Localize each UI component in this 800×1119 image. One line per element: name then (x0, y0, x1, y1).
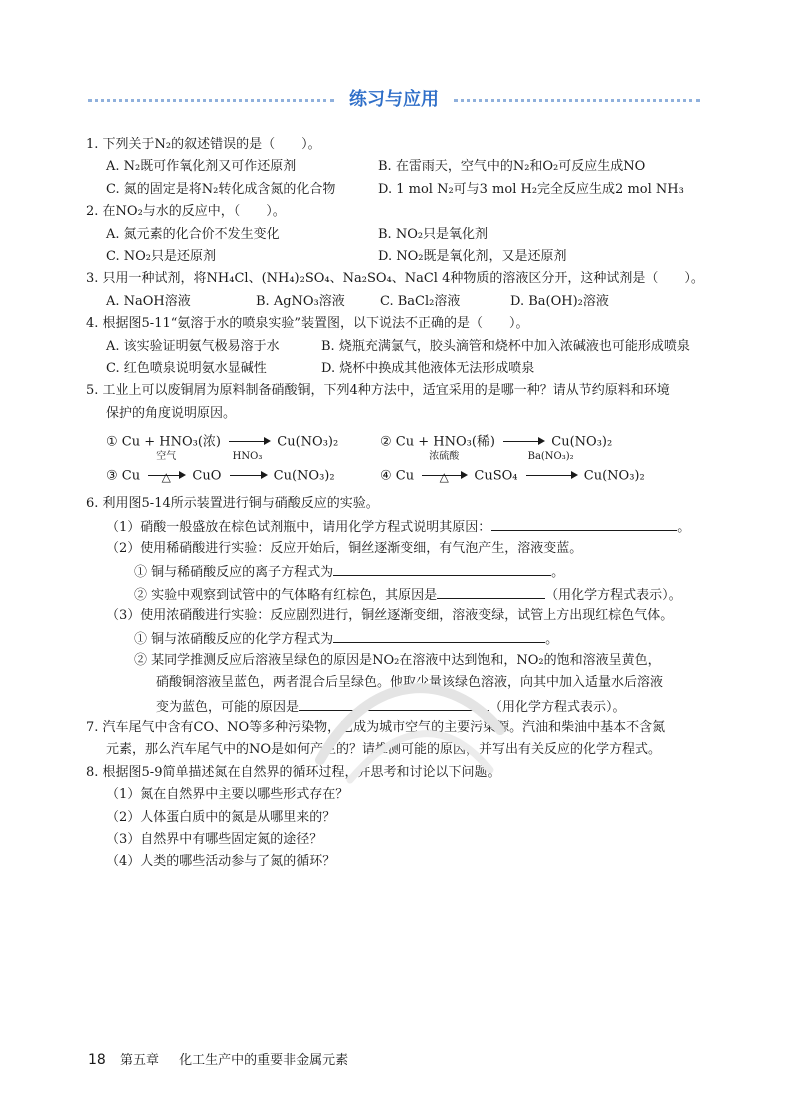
method4-start: ④ Cu (380, 468, 415, 484)
q6-part2-b-end: （用化学方程式表示）。 (545, 587, 682, 603)
method1-product: Cu(NO₃)₂ (277, 434, 339, 450)
q6-part1-text: （1）硝酸一般盛放在棕色试剂瓶中，请用化学方程式说明其原因： (106, 520, 492, 536)
q6-part3-b-line3 (86, 695, 706, 717)
q6-part3-a-text: ① 铜与浓硝酸反应的化学方程式为 (134, 632, 334, 648)
method3-arrow2-reagent: HNO₃ (232, 451, 263, 463)
q6-part3-a-end: 。 (545, 632, 559, 648)
q3-option-c: C. BaCl₂溶液 (380, 293, 461, 309)
q1-option-b: B. 在雷雨天，空气中的N₂和O₂可反应生成NO (378, 159, 646, 175)
method4-arrow1-condition: 浓硫酸 (429, 451, 460, 463)
q8-part1: （1）氮在自然界中主要以哪些形式存在？ (106, 787, 349, 803)
q5-method-2 (380, 431, 612, 454)
q4-stem: 4. 根据图5-11“氨溶于水的喷泉实验”装置图，以下说法不正确的是（ ）。 (86, 316, 529, 332)
q2-option-c: C. NO₂只是还原剂 (106, 248, 216, 264)
q6-part1-end: 。 (677, 520, 691, 536)
q1-stem: 1. 下列关于N₂的叙述错误的是（ ）。 (86, 137, 321, 152)
chapter-title: 化工生产中的重要非金属元素 (179, 1053, 349, 1068)
method3-mid: CuO (192, 468, 222, 484)
q6-part3-b-line2: 硝酸铜溶液呈蓝色，两者混合后呈绿色。他取少量该绿色溶液，向其中加入适量水后溶液 (156, 675, 664, 691)
q4-option-a: A. 该实验证明氨气极易溶于水 (106, 338, 280, 354)
reaction-arrow-icon (230, 451, 266, 487)
q5-stem-line2: 保护的角度说明原因。 (106, 405, 237, 421)
q5-methods-row2 (86, 451, 706, 493)
q3-option-a: A. NaOH溶液 (106, 293, 191, 309)
q6-part3: （3）使用浓硝酸进行实验：反应剧烈进行，铜丝逐渐变细，溶液变绿，试管上方出现红棕色气体。 (106, 608, 674, 624)
chapter-label: 第五章 (119, 1053, 159, 1068)
answer-blank[interactable] (333, 560, 551, 576)
q8-part3: （3）自然界中有哪些固定氮的途径？ (106, 831, 323, 847)
q8-stem: 8. 根据图5-9简单描述氮在自然界的循环过程，并思考和讨论以下问题。 (86, 764, 501, 780)
q6-part3-b-text: 变为蓝色，可能的原因是 (156, 699, 300, 715)
q6-part3-b-line1: ② 某同学推测反应后溶液呈绿色的原因是NO₂在溶液中达到饱和，NO₂的饱和溶液呈黄色， (134, 652, 661, 668)
q6-stem: 6. 利用图5-14所示装置进行铜与硝酸反应的实验。 (86, 496, 379, 512)
method4-arrow2-reagent: Ba(NO₃)₂ (527, 451, 574, 463)
q6-part2-a (86, 560, 706, 582)
reaction-arrow-icon (503, 431, 543, 453)
q1-option-d: D. 1 mol N₂可与3 mol H₂完全反应生成2 mol NH₃ (378, 181, 684, 197)
method2-reactants: ② Cu + HNO₃(稀) (380, 434, 495, 450)
method1-reactants: ① Cu + HNO₃(浓) (106, 434, 221, 450)
method3-start: ③ Cu (106, 468, 141, 484)
method3-end: Cu(NO₃)₂ (273, 468, 335, 484)
q2-stem: 2. 在NO₂与水的反应中，（ ）。 (86, 204, 286, 220)
section-title: 练习与应用 (349, 89, 439, 110)
reaction-arrow-icon (229, 431, 269, 453)
reaction-arrow-icon (148, 451, 184, 487)
q6-part3-b-end: （用化学方程式表示）。 (489, 699, 626, 715)
q3-option-b: B. AgNO₃溶液 (256, 293, 345, 309)
q1-option-c: C. 氮的固定是将N₂转化成含氮的化合物 (106, 181, 336, 197)
q3-option-d: D. Ba(OH)₂溶液 (510, 293, 609, 309)
q3-stem: 3. 只用一种试剂，将NH₄Cl、(NH₄)₂SO₄、Na₂SO₄、NaCl 4种物质的溶液区分开，这种试剂是（ ）。 (86, 271, 704, 287)
q2-option-a: A. 氮元素的化合价不发生变化 (106, 226, 280, 242)
page-number: 18 (88, 1052, 106, 1068)
q4-option-c: C. 红色喷泉说明氨水显碱性 (106, 360, 267, 376)
q6-part2-a-text: ① 铜与稀硝酸反应的离子方程式为 (134, 565, 334, 581)
q2-option-d: D. NO₂既是氧化剂，又是还原剂 (378, 248, 567, 264)
reaction-arrow-icon (526, 451, 576, 487)
q6-part2-b (86, 583, 706, 605)
method3-arrow1-condition: 空气 (156, 451, 177, 463)
answer-blank[interactable] (437, 583, 545, 599)
page-footer (88, 1049, 348, 1068)
section-header (88, 84, 700, 118)
q4-option-d: D. 烧杯中换成其他液体无法形成喷泉 (321, 360, 535, 376)
q5-method-3 (106, 451, 335, 488)
answer-blank[interactable] (333, 627, 545, 643)
q6-part2-a-end: 。 (551, 565, 565, 581)
heat-symbol: △ (161, 470, 171, 485)
reaction-arrow-icon (422, 451, 466, 487)
q7-line2: 元素，那么汽车尾气中的NO是如何产生的？请推测可能的原因，并写出有关反应的化学方程式。 (106, 742, 662, 758)
answer-blank[interactable] (491, 515, 677, 531)
q8-part2: （2）人体蛋白质中的氮是从哪里来的？ (106, 809, 336, 825)
q7-line1: 7. 汽车尾气中含有CO、NO等多种污染物，已成为城市空气的主要污染源。汽油和柴油中基本不含氮 (86, 719, 666, 735)
method2-product: Cu(NO₃)₂ (551, 434, 613, 450)
q5-method-4 (380, 451, 645, 488)
exercise-list (86, 134, 706, 874)
q6-part2-b-text: ② 实验中观察到试管中的气体略有红棕色，其原因是 (134, 587, 438, 603)
q6-part1 (86, 515, 706, 537)
heat-symbol: △ (439, 470, 449, 485)
q1-option-a: A. N₂既可作氧化剂又可作还原剂 (106, 159, 297, 175)
q5-method-1 (106, 431, 338, 454)
q2-option-b: B. NO₂只是氧化剂 (378, 226, 489, 242)
q6-part3-a (86, 627, 706, 649)
q8-part4: （4）人类的哪些活动参与了氮的循环？ (106, 854, 336, 870)
method4-mid: CuSO₄ (474, 468, 518, 484)
header-dotted-rule-right (454, 99, 700, 102)
q4-option-b: B. 烧瓶充满氯气，胶头滴管和烧杯中加入浓碱液也可能形成喷泉 (321, 338, 690, 354)
q5-stem-line1: 5. 工业上可以废铜屑为原料制备硝酸铜，下列4种方法中，适宜采用的是哪一种？请从节约原料和环境 (86, 383, 670, 399)
answer-blank[interactable] (299, 695, 489, 711)
q6-part2: （2）使用稀硝酸进行实验：反应开始后，铜丝逐渐变细，有气泡产生，溶液变蓝。 (106, 540, 583, 556)
method4-end: Cu(NO₃)₂ (583, 468, 645, 484)
